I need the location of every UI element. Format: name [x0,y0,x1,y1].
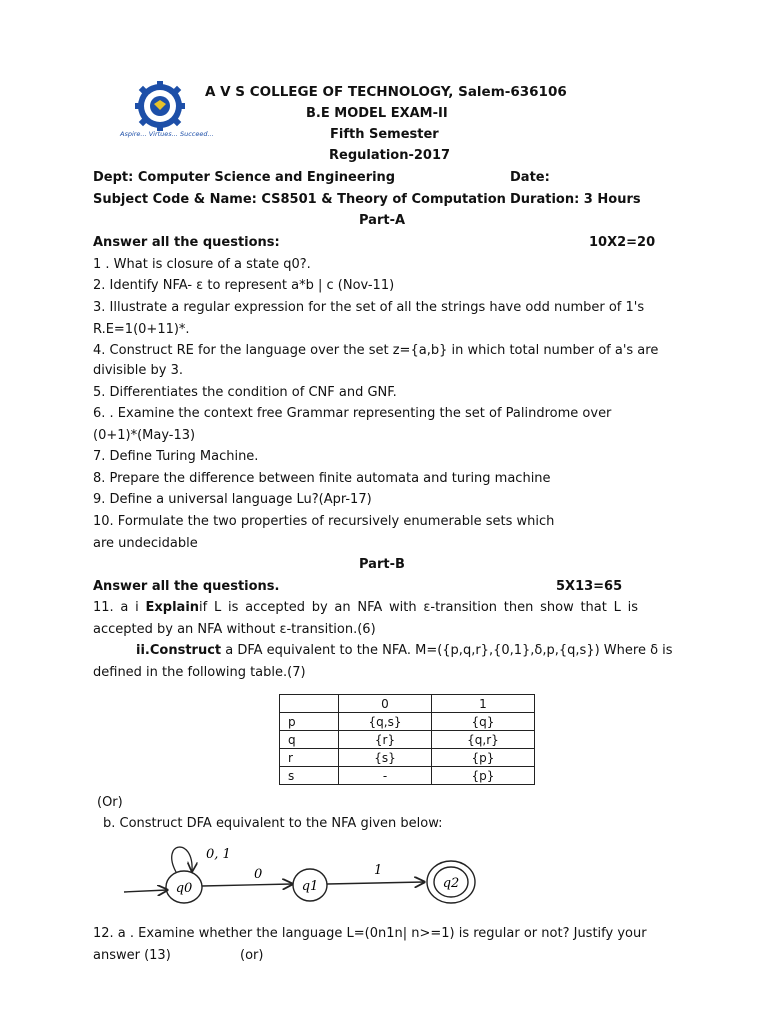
table-row [280,713,535,731]
question-line: 10. Formulate the two properties of recursively enumerable sets which [93,514,555,529]
table-cell: {q,r} [432,731,535,749]
question-line: 5. Differentiates the condition of CNF and GNF. [93,385,397,400]
edge-q0-q1 [202,884,292,886]
state-q0 [166,871,202,903]
question-line: are undecidable [93,536,198,551]
question-line: 1 . What is closure of a state q0?. [93,257,311,272]
part-b-title: Part-B [359,557,405,572]
part-a-title: Part-A [359,213,406,228]
table-cell: {p} [432,749,535,767]
or-separator: (or) [240,948,264,963]
part-a-instruction: Answer all the questions: [93,235,280,250]
table-cell: q [280,731,339,749]
question-line: defined in the following table.(7) [93,665,306,680]
table-cell: - [339,767,432,785]
edge-q1-q2 [327,882,424,884]
table-cell: {q} [432,713,535,731]
nfa-diagram [120,834,480,912]
part-b-instruction: Answer all the questions. [93,579,280,594]
question-line: 9. Define a universal language Lu?(Apr-17) [93,492,372,507]
duration: Duration: 3 Hours [510,192,641,207]
table-cell: 1 [432,695,535,713]
table-cell: r [280,749,339,767]
svg-text:q0: q0 [175,881,193,896]
table-cell: s [280,767,339,785]
table-cell: 0 [339,695,432,713]
logo-tagline: Aspire... Virtues... Succeed... [120,130,214,138]
question-12a: 12. a . Examine whether the language L=(0n1n| n>=1) is regular or not? Justify your [93,926,647,941]
question-line: divisible by 3. [93,363,184,378]
semester: Fifth Semester [330,127,439,142]
question-11b: b. Construct DFA equivalent to the NFA given below: [103,816,443,831]
question-line: R.E=1(0+11)*. [93,322,190,337]
table-row [280,767,535,785]
state-q1 [293,869,327,901]
question-text: a DFA equivalent to the NFA. M=({p,q,r},{0,1},δ,p,{q,s}) Where δ is [221,643,673,658]
table-row [280,749,535,767]
svg-text:q1: q1 [301,879,319,894]
svg-text:q2: q2 [442,876,460,891]
exam-date: Date: [510,170,550,185]
question-number: 11. a i [93,600,146,615]
department: Dept: Computer Science and Engineering [93,170,396,185]
question-11a-i [93,600,638,615]
state-q2-accepting [427,861,475,903]
regulation: Regulation-2017 [329,148,451,163]
edge-label: 1 [374,863,383,878]
self-loop-arrow [172,847,192,872]
question-line: accepted by an NFA without ε-transition.(6) [93,622,376,637]
question-line: 2. Identify NFA- ε to represent a*b | c (Nov-11) [93,278,395,293]
part-a-marks: 10X2=20 [589,235,656,250]
subject: Subject Code & Name: CS8501 & Theory of Computation [93,192,506,207]
question-line: 8. Prepare the difference between finite automata and turing machine [93,471,551,486]
part-b-marks: 5X13=65 [556,579,623,594]
table-cell: {r} [339,731,432,749]
table-cell [280,695,339,713]
start-arrow [124,890,167,892]
self-loop-label: 0, 1 [206,847,231,862]
question-keyword: ii.Construct [136,643,222,658]
edge-label: 0 [254,867,263,882]
question-line: 4. Construct RE for the language over the set z={a,b} in which total number of a's are [93,343,659,358]
or-separator: (Or) [97,795,123,810]
table-cell: {s} [339,749,432,767]
table-row [280,731,535,749]
college-logo [120,80,214,144]
table-row [280,695,535,713]
exam-title: B.E MODEL EXAM-II [306,106,448,121]
college-name: A V S COLLEGE OF TECHNOLOGY, Salem-636106 [205,84,567,100]
question-text: if L is accepted by an NFA with ε-transition then show that L is [199,600,638,615]
table-cell: p [280,713,339,731]
transition-table [279,694,535,785]
question-line: (0+1)*(May-13) [93,428,196,443]
table-cell: {p} [432,767,535,785]
question-11a-ii [136,643,673,658]
question-line: 7. Define Turing Machine. [93,449,259,464]
table-cell: {q,s} [339,713,432,731]
question-line: 6. . Examine the context free Grammar representing the set of Palindrome over [93,406,612,421]
question-keyword: Explain [145,600,200,615]
question-line: 3. Illustrate a regular expression for the set of all the strings have odd number of 1's [93,300,645,315]
question-line: answer (13) [93,948,171,963]
